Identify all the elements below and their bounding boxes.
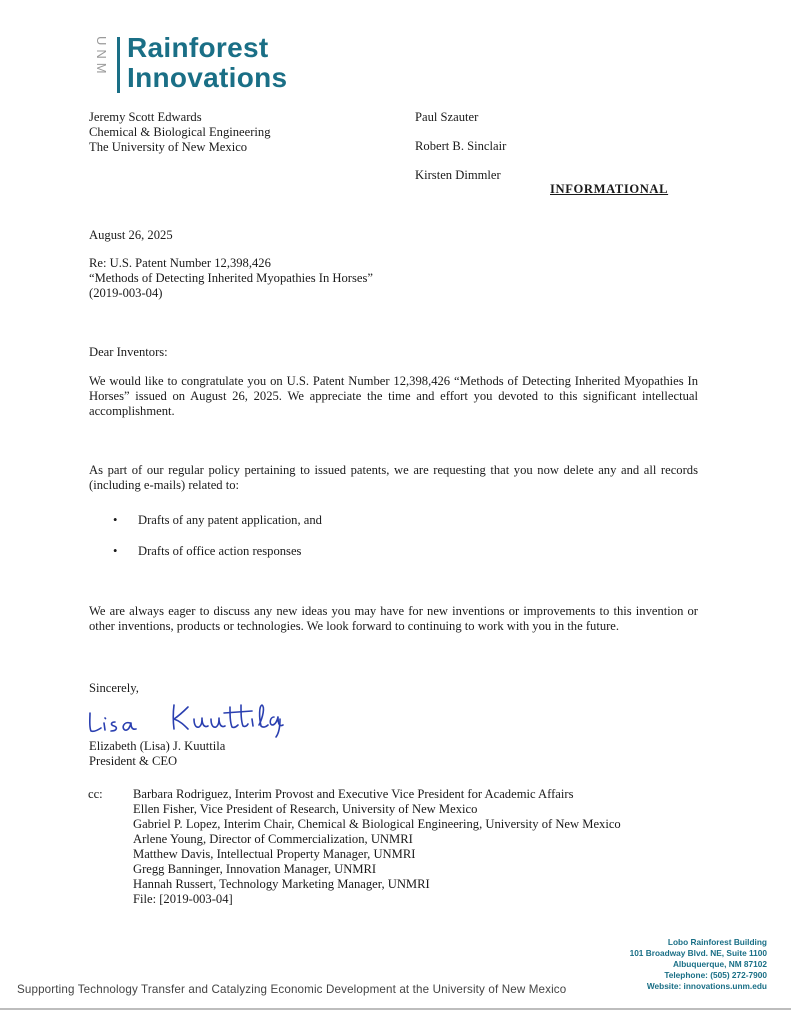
list-item: • Drafts of any patent application, and (113, 513, 322, 527)
bullet-icon: • (113, 544, 118, 558)
logo-line2: Innovations (127, 62, 288, 93)
letter-date: August 26, 2025 (89, 228, 173, 242)
inventor-left-block (89, 110, 271, 155)
inventor-name: Jeremy Scott Edwards (89, 110, 202, 124)
cc-recipient: Hannah Russert, Technology Marketing Manager, UNMRI (133, 877, 430, 891)
cc-recipient: Ellen Fisher, Vice President of Research, University of New Mexico (133, 802, 478, 816)
address-website: Website: innovations.unm.edu (646, 981, 767, 991)
bullet-list (113, 513, 322, 575)
re-block (89, 256, 373, 301)
address-building: Lobo Rainforest Building (667, 937, 767, 947)
cc-label: cc: (88, 787, 103, 801)
address-city: Albuquerque, NM 87102 (672, 959, 767, 969)
inventor-name: Kirsten Dimmler (415, 168, 501, 182)
closing: Sincerely, (89, 681, 139, 695)
footer-tagline: Supporting Technology Transfer and Catalyzing Economic Development at the University of New Mexico (17, 983, 567, 996)
body-paragraph-2 (89, 463, 698, 493)
inventor-name: Paul Szauter (415, 110, 479, 124)
logo-line1: Rainforest (127, 32, 269, 63)
list-item: • Drafts of office action responses (113, 544, 302, 558)
signature-graphic (84, 697, 294, 739)
cc-list (133, 787, 621, 907)
inventor-department: Chemical & Biological Engineering (89, 125, 271, 139)
paragraph-1-text: We would like to congratulate you on U.S. Patent Number 12,398,426 “Methods of Detecting Inherited Myopathies In Horses” issued on August 26, 2025. We appreciate the time and effort you devoted to this significant intellectual accomplishment. (89, 374, 698, 418)
signer-title: President & CEO (89, 754, 178, 768)
re-docket: (2019-003-04) (89, 286, 163, 300)
paragraph-2-text: As part of our regular policy pertaining to issued patents, we are requesting that you now delete any and all records (including e-mails) related to: (89, 463, 698, 492)
paragraph-3-text: We are always eager to discuss any new ideas you may have for new inventions or improvements to this invention or other inventions, products or technologies. We look forward to continuing to work with you in the future. (89, 604, 698, 633)
classification-heading: INFORMATIONAL (550, 182, 669, 196)
cc-recipient: Arlene Young, Director of Commercialization, UNMRI (133, 832, 413, 846)
re-line: Re: U.S. Patent Number 12,398,426 (89, 256, 271, 270)
salutation: Dear Inventors: (89, 345, 168, 359)
re-title: “Methods of Detecting Inherited Myopathies In Horses” (89, 271, 373, 285)
body-paragraph-3 (89, 604, 698, 634)
cc-file-reference: File: [2019-003-04] (133, 892, 233, 906)
inventor-name: Robert B. Sinclair (415, 139, 507, 153)
address-street: 101 Broadway Blvd. NE, Suite 1100 (629, 948, 767, 958)
signature (84, 697, 294, 739)
address-phone: Telephone: (505) 272-7900 (664, 970, 767, 980)
bullet-icon: • (113, 513, 118, 527)
signer-block (89, 739, 225, 769)
unm-vertical-text: UNM (94, 36, 109, 78)
cc-recipient: Barbara Rodriguez, Interim Provost and Executive Vice President for Academic Affairs (133, 787, 574, 801)
body-paragraph-1 (89, 374, 698, 419)
cc-recipient: Gabriel P. Lopez, Interim Chair, Chemical & Biological Engineering, University of New Mexico (133, 817, 621, 831)
signer-name: Elizabeth (Lisa) J. Kuuttila (89, 739, 226, 753)
cc-recipient: Matthew Davis, Intellectual Property Manager, UNMRI (133, 847, 416, 861)
inventor-university: The University of New Mexico (89, 140, 248, 154)
inventor-right-block (415, 110, 506, 183)
logo-divider (117, 37, 120, 93)
footer-address (630, 937, 767, 992)
cc-recipient: Gregg Banninger, Innovation Manager, UNMRI (133, 862, 377, 876)
footer-rule (0, 1008, 791, 1010)
